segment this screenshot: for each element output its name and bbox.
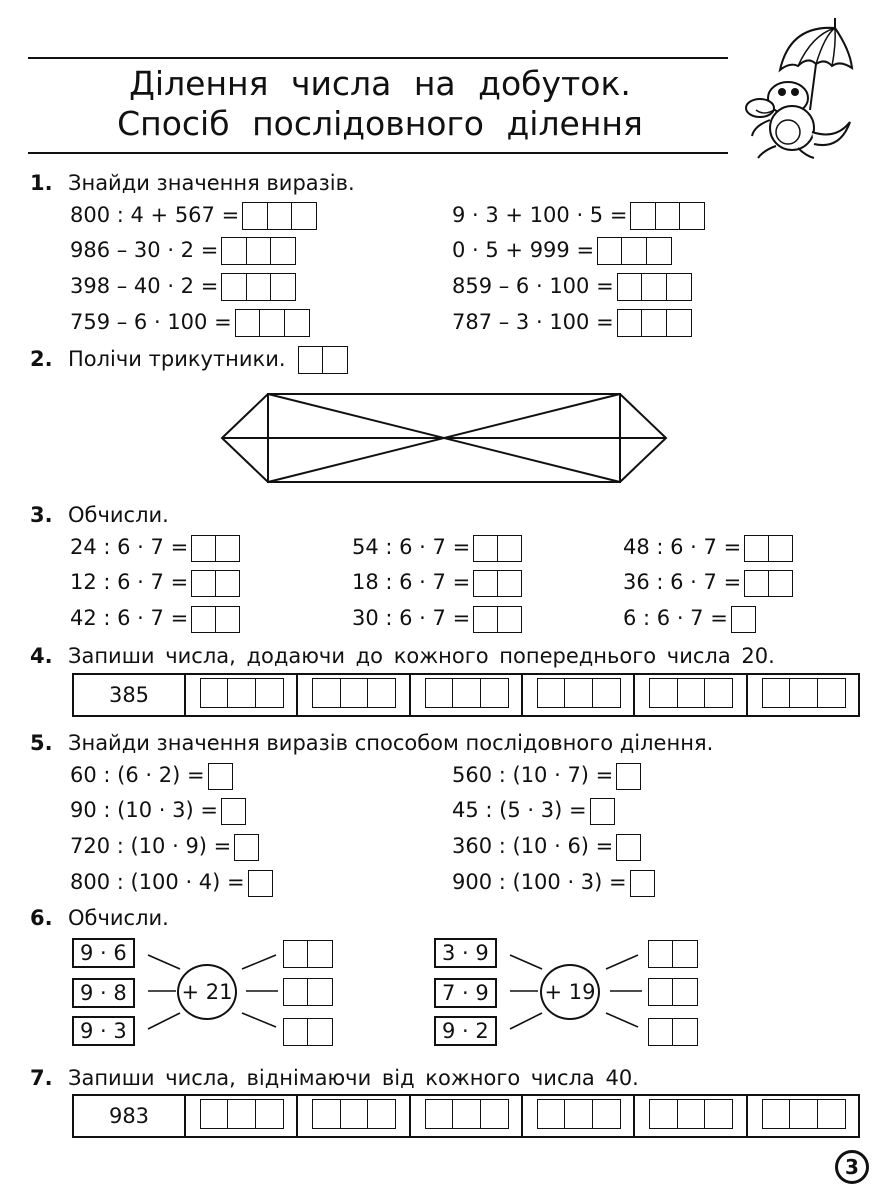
strip-cell[interactable] <box>522 1095 634 1137</box>
strip-cell[interactable] <box>522 674 634 716</box>
task6-group2-input-1: 3 · 9 <box>434 938 497 968</box>
answer-boxes[interactable] <box>235 309 308 337</box>
task1-number: 1. <box>30 171 53 195</box>
header-rule-bottom <box>28 152 728 154</box>
answer-boxes[interactable] <box>617 273 690 301</box>
strip-cell[interactable] <box>634 674 746 716</box>
answer-boxes[interactable] <box>648 978 697 1006</box>
header-rule-top <box>28 57 728 59</box>
strip-cell[interactable] <box>634 1095 746 1137</box>
answer-boxes[interactable] <box>630 202 703 230</box>
task5-right-expr-2: 45 : (5 · 3) = <box>452 795 613 825</box>
task3-col3-expr-1: 48 : 6 · 7 = <box>623 532 791 562</box>
task2-heading <box>30 346 346 374</box>
answer-boxes[interactable] <box>590 798 613 825</box>
task1-left-expr-1: 800 : 4 + 567 = <box>70 200 315 230</box>
task7-text: Запиши числа, віднімаючи від кожного числа 40. <box>68 1066 639 1090</box>
strip-cell[interactable] <box>297 674 409 716</box>
task2-number: 2. <box>30 347 53 371</box>
answer-boxes[interactable] <box>473 570 520 597</box>
task1-left-expr-2: 986 – 30 · 2 = <box>70 235 295 265</box>
answer-boxes[interactable] <box>744 570 791 597</box>
task6-heading <box>30 905 169 931</box>
task1-left-expr-3: 398 – 40 · 2 = <box>70 271 295 301</box>
task7-heading <box>30 1065 639 1091</box>
answer-boxes[interactable] <box>283 1018 332 1046</box>
answer-boxes[interactable] <box>221 237 294 265</box>
task1-left-expr-4: 759 – 6 · 100 = <box>70 307 308 337</box>
task5-left-expr-4: 800 : (100 · 4) = <box>70 867 271 897</box>
answer-boxes[interactable] <box>630 870 653 897</box>
answer-boxes[interactable] <box>283 940 332 968</box>
task1-heading <box>30 170 355 196</box>
answer-boxes[interactable] <box>616 763 639 790</box>
task4-start-cell: 385 <box>73 674 185 716</box>
task3-col1-expr-3: 42 : 6 · 7 = <box>70 603 238 633</box>
page-number: 3 <box>835 1150 869 1184</box>
task6-text: Обчисли. <box>68 906 169 930</box>
answer-boxes[interactable] <box>744 535 791 562</box>
task5-left-expr-1: 60 : (6 · 2) = <box>70 760 231 790</box>
task1-text: Знайди значення виразів. <box>68 171 355 195</box>
answer-boxes[interactable] <box>616 834 639 861</box>
task1-right-expr-4: 787 – 3 · 100 = <box>452 307 690 337</box>
answer-boxes[interactable] <box>597 237 670 265</box>
task5-number: 5. <box>30 731 53 755</box>
task3-col1-expr-1: 24 : 6 · 7 = <box>70 532 238 562</box>
task6-group1-input-2: 9 · 8 <box>72 978 135 1008</box>
task3-col2-expr-1: 54 : 6 · 7 = <box>352 532 520 562</box>
page-title-line1: Ділення числа на добуток. <box>129 64 631 103</box>
task6-group1-operator: + 21 <box>177 964 237 1020</box>
strip-cell[interactable] <box>747 674 859 716</box>
task3-text: Обчисли. <box>68 503 169 527</box>
page-title-line2: Спосіб послідовного ділення <box>117 104 643 143</box>
task5-right-expr-4: 900 : (100 · 3) = <box>452 867 653 897</box>
task3-col3-expr-3: 6 : 6 · 7 = <box>623 603 754 633</box>
task2-text: Полічи трикутники. <box>68 347 286 371</box>
dinosaur-umbrella-illustration <box>740 10 860 160</box>
task3-col1-expr-2: 12 : 6 · 7 = <box>70 567 238 597</box>
task6-group2-operator: + 19 <box>540 964 600 1020</box>
answer-boxes[interactable] <box>473 606 520 633</box>
task6-group1-input-3: 9 · 3 <box>72 1016 135 1046</box>
answer-boxes[interactable] <box>731 606 754 633</box>
task3-col2-expr-2: 18 : 6 · 7 = <box>352 567 520 597</box>
task1-right-expr-1: 9 · 3 + 100 · 5 = <box>452 200 704 230</box>
answer-boxes[interactable] <box>283 978 332 1006</box>
strip-cell[interactable] <box>185 674 297 716</box>
task5-text: Знайди значення виразів способом послідовного ділення. <box>68 731 714 755</box>
answer-boxes[interactable] <box>617 309 690 337</box>
answer-boxes[interactable] <box>473 535 520 562</box>
task3-col2-expr-3: 30 : 6 · 7 = <box>352 603 520 633</box>
answer-boxes[interactable] <box>234 834 257 861</box>
task4-text: Запиши числа, додаючи до кожного попереднього числа 20. <box>68 644 775 668</box>
task5-left-expr-2: 90 : (10 · 3) = <box>70 795 244 825</box>
answer-boxes[interactable] <box>242 202 315 230</box>
triangles-figure <box>220 390 670 486</box>
task7-number-strip <box>72 1094 860 1138</box>
task6-group2-input-3: 9 · 2 <box>434 1016 497 1046</box>
strip-cell[interactable] <box>410 674 522 716</box>
answer-boxes[interactable] <box>298 346 347 374</box>
task5-right-expr-3: 360 : (10 · 6) = <box>452 831 640 861</box>
task6-group2-input-2: 7 · 9 <box>434 978 497 1008</box>
task7-number: 7. <box>30 1066 53 1090</box>
answer-boxes[interactable] <box>221 273 294 301</box>
task6-number: 6. <box>30 906 53 930</box>
task3-col3-expr-2: 36 : 6 · 7 = <box>623 567 791 597</box>
answer-boxes[interactable] <box>648 1018 697 1046</box>
answer-boxes[interactable] <box>248 870 271 897</box>
strip-cell[interactable] <box>410 1095 522 1137</box>
task4-number: 4. <box>30 644 53 668</box>
task7-start-cell: 983 <box>73 1095 185 1137</box>
answer-boxes[interactable] <box>208 763 231 790</box>
task5-left-expr-3: 720 : (10 · 9) = <box>70 831 258 861</box>
strip-cell[interactable] <box>747 1095 859 1137</box>
strip-cell[interactable] <box>297 1095 409 1137</box>
task3-number: 3. <box>30 503 53 527</box>
task1-right-expr-3: 859 – 6 · 100 = <box>452 271 690 301</box>
task6-group1-input-1: 9 · 6 <box>72 938 135 968</box>
task4-number-strip <box>72 673 860 717</box>
answer-boxes[interactable] <box>191 570 238 597</box>
answer-boxes[interactable] <box>221 798 244 825</box>
answer-boxes[interactable] <box>191 606 238 633</box>
task3-heading <box>30 502 169 528</box>
task1-right-expr-2: 0 · 5 + 999 = <box>452 235 670 265</box>
task5-heading <box>30 730 713 756</box>
answer-boxes[interactable] <box>191 535 238 562</box>
task4-heading <box>30 643 775 669</box>
task5-right-expr-1: 560 : (10 · 7) = <box>452 760 640 790</box>
strip-cell[interactable] <box>185 1095 297 1137</box>
answer-boxes[interactable] <box>648 940 697 968</box>
